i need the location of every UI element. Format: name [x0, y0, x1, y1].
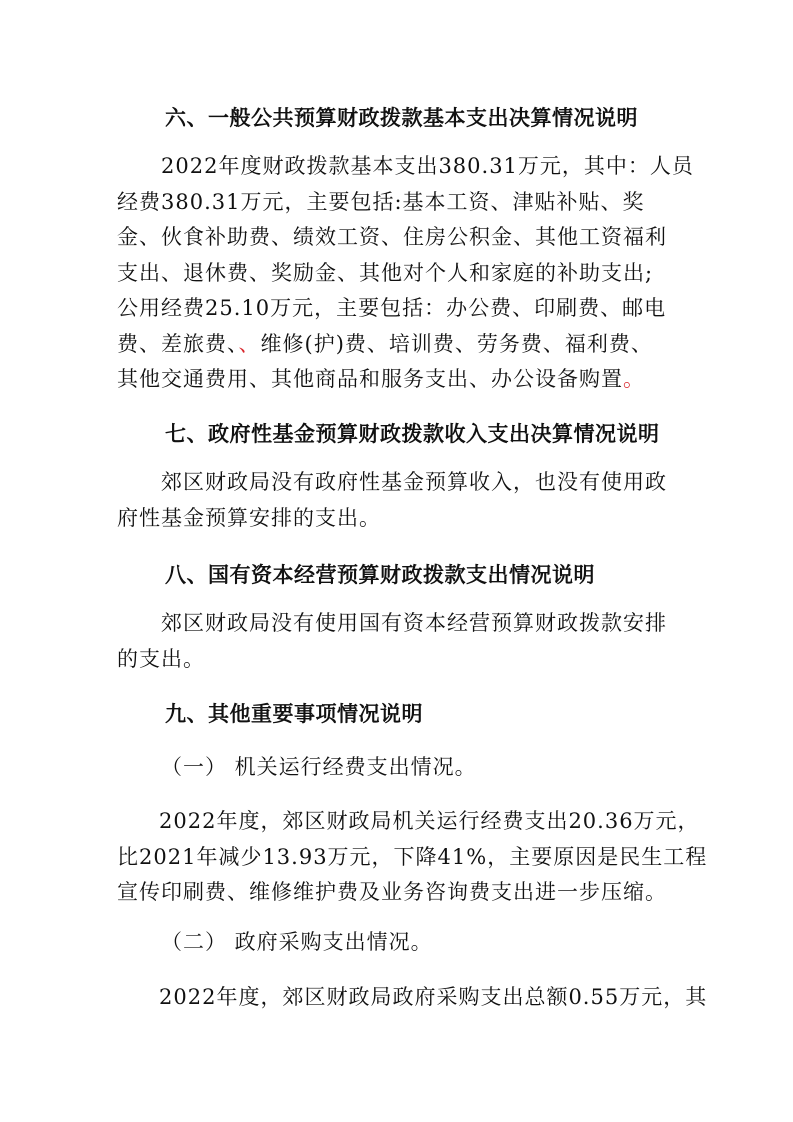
- section-7-paragraph: [117, 465, 677, 536]
- section-6-line-1: 2022年度财政拨款基本支出380.31万元，其中：人员: [161, 154, 694, 178]
- section-9-sub2-line-1: 2022年度，郊区财政局政府采购支出总额0.55万元，其: [159, 985, 708, 1009]
- section-7-heading: 七、政府性基金预算财政拨款收入支出决算情况说明: [165, 422, 660, 446]
- section-7-line-1: 郊区财政局没有政府性基金预算收入，也没有使用政: [161, 470, 667, 494]
- section-9-sub1-paragraph: [117, 804, 708, 911]
- section-7-line-2: 府性基金预算安排的支出。: [117, 505, 381, 530]
- section-6-line-7: [117, 362, 677, 398]
- section-6-heading: 六、一般公共预算财政拨款基本支出决算情况说明: [165, 106, 638, 130]
- section-9-sub2-title: [117, 925, 677, 961]
- section-9-sub1-line-2: 比2021年减少13.93万元，下降41%，主要原因是民生工程: [117, 844, 708, 869]
- section-6-paragraph: [117, 149, 694, 398]
- section-6-line-3: 金、伙食补助费、绩效工资、住房公积金、其他工资福利: [117, 225, 667, 249]
- section-9-sub2-label: （二） 政府采购支出情况。: [161, 930, 433, 954]
- section-9-heading: 九、其他重要事项情况说明: [165, 702, 423, 726]
- section-6-line-4: 支出、退休费、奖励金、其他对个人和家庭的补助支出;: [117, 260, 654, 285]
- section-8-heading: 八、国有资本经营预算财政拨款支出情况说明: [165, 563, 595, 587]
- section-8-paragraph: [117, 606, 677, 677]
- section-9-sub1-title: [117, 750, 677, 786]
- section-6-line-5: 公用经费25.10万元，主要包括：办公费、印刷费、邮电: [117, 296, 667, 320]
- section-9-sub1-line-3: 宣传印刷费、维修维护费及业务咨询费支出进一步压缩。: [117, 880, 667, 904]
- section-6-red-period: 。: [623, 367, 645, 391]
- section-6-line-2: 经费380.31万元，主要包括:基本工资、津贴补贴、奖: [117, 189, 645, 214]
- section-6-line-6-post: 维修(护)费、培训费、劳务费、福利费、: [260, 331, 653, 356]
- section-6-red-mark: 、: [238, 331, 261, 356]
- section-8-line-2: 的支出。: [117, 646, 205, 671]
- section-8-line-1: 郊区财政局没有使用国有资本经营预算财政拨款安排: [161, 611, 667, 635]
- section-6-line-6-pre: 费、差旅费、: [117, 331, 239, 356]
- section-9-sub1-line-1: 2022年度，郊区财政局机关运行经费支出20.36万元，: [159, 809, 700, 833]
- section-6-line-6: [117, 327, 677, 363]
- section-9-sub2-paragraph: [117, 980, 708, 1016]
- section-6-line-7-text: 其他交通费用、其他商品和服务支出、办公设备购置: [117, 367, 623, 391]
- section-9-sub1-label: （一） 机关运行经费支出情况。: [161, 755, 477, 779]
